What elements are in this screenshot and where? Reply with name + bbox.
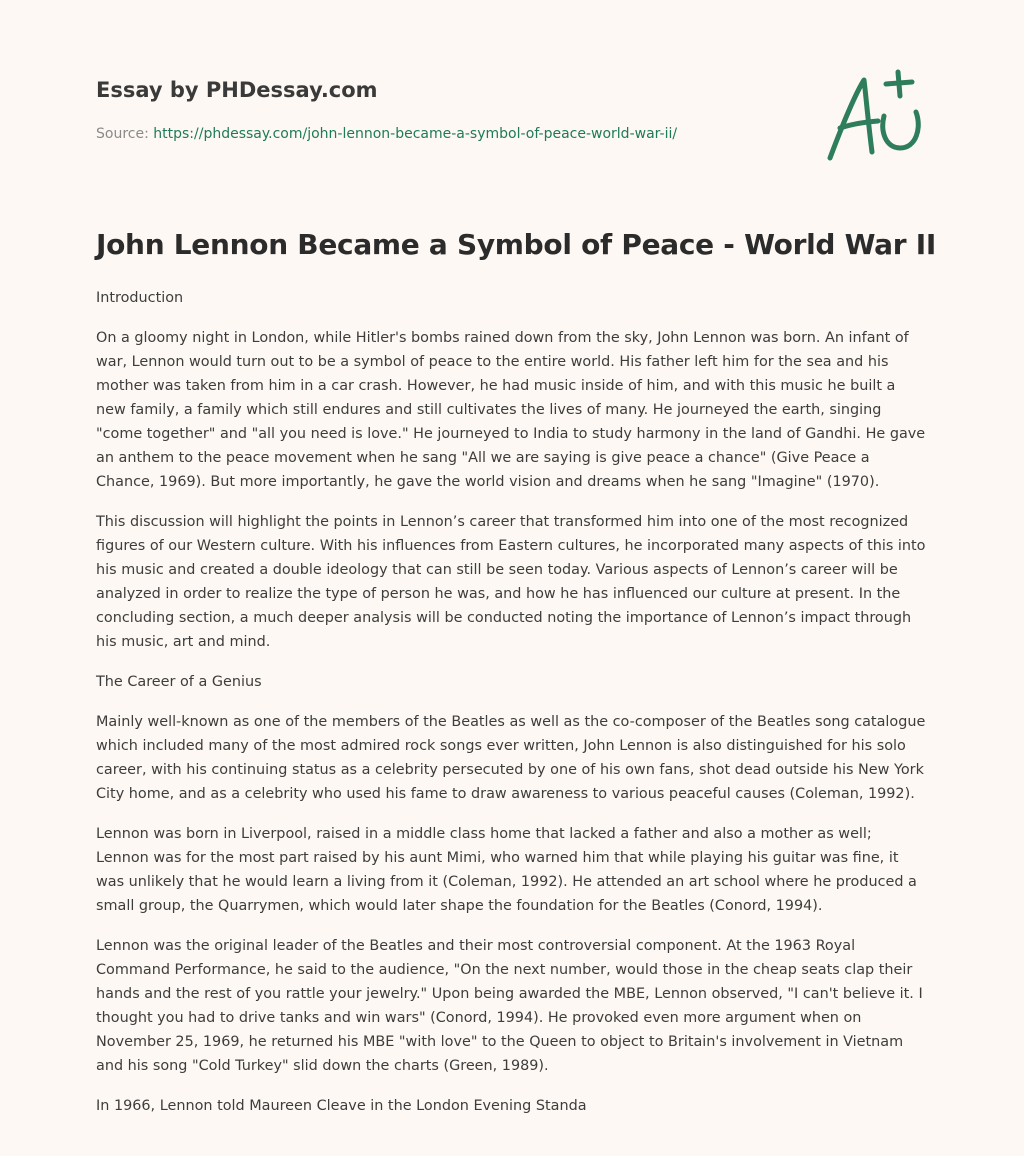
paragraph: Mainly well-known as one of the members of the Beatles as well as the co-composer of the Beatles song catalogue which included many of the most admired rock songs ever written, John Lennon is also distinguished for his solo career, with his continuing status as a celebrity persecuted by one of his own fans, shot dead outside his New York City home, and as a celebrity who used his fame to draw awareness to various peaceful causes (Coleman, 1992).: [96, 714, 926, 802]
section-heading-introduction: Introduction: [96, 290, 184, 306]
document-body: [96, 286, 928, 1134]
page-header: [96, 76, 796, 144]
paragraph: Lennon was born in Liverpool, raised in a middle class home that lacked a father and also a mother as well; Lennon was for the most part raised by his aunt Mimi, who warned him that while playing his guitar was fine, it was unlikely that he would learn a living from it (Coleman, 1992). He attended an art school where he produced a small group, the Quarrymen, which would later shape the foundation for the Beatles (Conord, 1994).: [96, 826, 917, 914]
paragraph: On a gloomy night in London, while Hitler's bombs rained down from the sky, John Lennon was born. An infant of war, Lennon would turn out to be a symbol of peace to the entire world. His father left him for the sea and his mother was taken from him in a car crash. However, he had music inside of him, and with this music he built a new family, a family which still endures and still cultivates the lives of many. He journeyed the earth, singing "come together" and "all you need is love." He journeyed to India to study harmony in the land of Gandhi. He gave an anthem to the peace movement when he sang "All we are saying is give peace a chance" (Give Peace a Chance, 1969). But more importantly, he gave the world vision and dreams when he sang "Imagine" (1970).: [96, 330, 926, 490]
document-title: John Lennon Became a Symbol of Peace - World War II: [96, 228, 936, 261]
site-title: Essay by PHDessay.com: [96, 78, 378, 102]
source-link[interactable]: https://phdessay.com/john-lennon-became-a-symbol-of-peace-world-war-ii/: [153, 126, 678, 142]
source-label: Source:: [96, 126, 154, 142]
a-plus-grade-icon: [820, 66, 930, 166]
paragraph: This discussion will highlight the points in Lennon’s career that transformed him into one of the most recognized figures of our Western culture. With his influences from Eastern cultures, he incorporated many aspects of this into his music and created a double ideology that can still be seen today. Various aspects of Lennon’s career will be analyzed in order to realize the type of person he was, and how he has influenced our culture at present. In the concluding section, a much deeper analysis will be conducted noting the importance of Lennon’s impact through his music, art and mind.: [96, 514, 926, 650]
paragraph-truncated: In 1966, Lennon told Maureen Cleave in the London Evening Standa: [96, 1098, 587, 1114]
section-heading-career: The Career of a Genius: [96, 674, 262, 690]
paragraph: Lennon was the original leader of the Beatles and their most controversial component. At the 1963 Royal Command Performance, he said to the audience, "On the next number, would those in the cheap seats clap their hands and the rest of you rattle your jewelry." Upon being awarded the MBE, Lennon observed, "I can't believe it. I thought you had to drive tanks and win wars" (Conord, 1994). He provoked even more argument when on November 25, 1969, he returned his MBE "with love" to the Queen to object to Britain's involvement in Vietnam and his song "Cold Turkey" slid down the charts (Green, 1989).: [96, 938, 923, 1074]
source-line: [96, 124, 796, 144]
